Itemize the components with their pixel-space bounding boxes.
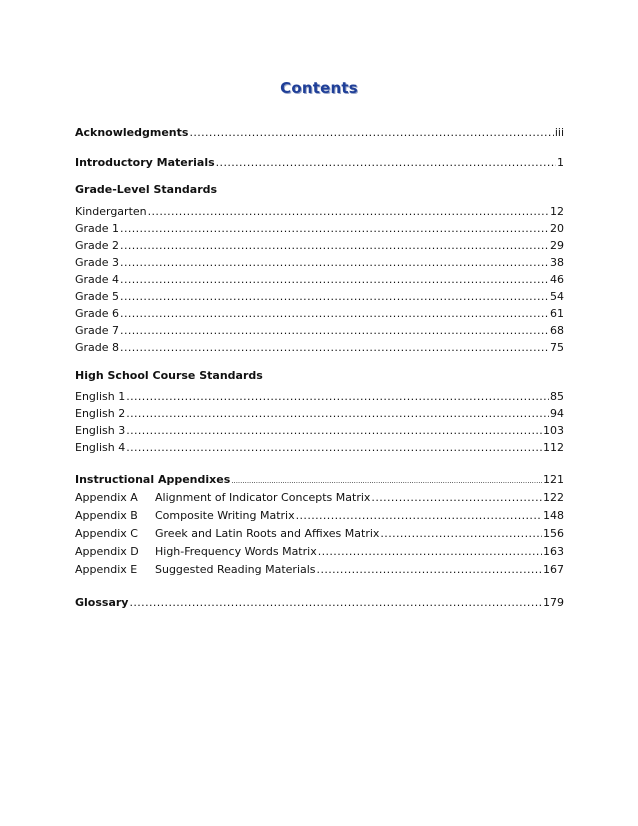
dot-leader <box>120 222 549 236</box>
toc-entry-label: Grade 1 <box>75 222 120 235</box>
toc-entry-page: 122 <box>543 491 564 504</box>
toc-entry-page: 12 <box>550 205 564 218</box>
toc-entry-grade-2[interactable] <box>75 239 564 253</box>
dot-leader <box>120 273 549 287</box>
toc-entry-grade-7[interactable] <box>75 324 564 338</box>
toc-entry-label: Grade 6 <box>75 307 120 320</box>
toc-entry-english-4[interactable] <box>75 441 564 455</box>
dot-leader <box>120 307 549 321</box>
toc-entry-english-2[interactable] <box>75 407 564 421</box>
toc-entry-page: 61 <box>550 307 564 320</box>
toc-entry-label: Grade 4 <box>75 273 120 286</box>
dot-leader <box>120 341 549 355</box>
toc-entry-grade-1[interactable] <box>75 222 564 236</box>
toc-entry-grade-4[interactable] <box>75 273 564 287</box>
toc-entry-page: 121 <box>543 473 564 486</box>
appendix-id: Appendix A <box>75 491 138 504</box>
toc-entry-page: 46 <box>550 273 564 286</box>
toc-entry-page: 20 <box>550 222 564 235</box>
page-title: Contents <box>280 79 358 97</box>
toc-entry-page: 163 <box>543 545 564 558</box>
toc-entry-page: 75 <box>550 341 564 354</box>
dot-leader <box>126 441 542 455</box>
toc-entry-kindergarten[interactable] <box>75 205 564 219</box>
appendix-id: Appendix D <box>75 545 139 558</box>
toc-entry-label: Grade 8 <box>75 341 120 354</box>
dot-leader <box>129 596 542 610</box>
toc-entry-grade-3[interactable] <box>75 256 564 270</box>
toc-entry-instructional-appendixes[interactable] <box>75 473 564 488</box>
toc-entry-page: 38 <box>550 256 564 269</box>
toc-entry-page: 29 <box>550 239 564 252</box>
toc-entry-grade-5[interactable] <box>75 290 564 304</box>
toc-entry-label: Composite Writing Matrix <box>155 509 295 522</box>
toc-entry-appendix-c[interactable] <box>75 527 564 541</box>
toc-entry-english-3[interactable] <box>75 424 564 438</box>
dot-leader <box>120 256 549 270</box>
dot-leader <box>231 474 542 488</box>
toc-entry-appendix-d[interactable] <box>75 545 564 559</box>
toc-entry-acknowledgments[interactable] <box>75 126 564 140</box>
toc-entry-label: Greek and Latin Roots and Affixes Matrix <box>155 527 380 540</box>
section-heading-grade-level <box>75 183 564 197</box>
toc-entry-introductory-materials[interactable] <box>75 156 564 170</box>
toc-entry-grade-8[interactable] <box>75 341 564 355</box>
toc-entry-label: English 1 <box>75 390 126 403</box>
toc-entry-label: Glossary <box>75 596 129 609</box>
toc-entry-page: 54 <box>550 290 564 303</box>
toc-entry-label: English 2 <box>75 407 126 420</box>
section-heading-label: High School Course Standards <box>75 369 263 382</box>
toc-entry-appendix-b[interactable] <box>75 509 564 523</box>
toc-entry-page: 167 <box>543 563 564 576</box>
dot-leader <box>120 324 549 338</box>
toc-entry-label: Acknowledgments <box>75 126 189 139</box>
dot-leader <box>296 509 542 523</box>
toc-entry-label: Grade 2 <box>75 239 120 252</box>
toc-entry-page: 179 <box>543 596 564 609</box>
dot-leader <box>148 205 549 219</box>
toc-entry-page: 148 <box>543 509 564 522</box>
toc-entry-label: Grade 3 <box>75 256 120 269</box>
dot-leader <box>216 156 556 170</box>
dot-leader <box>120 239 549 253</box>
toc-entry-label: English 3 <box>75 424 126 437</box>
appendix-id: Appendix E <box>75 563 138 576</box>
dot-leader <box>371 491 542 505</box>
dot-leader <box>318 545 542 559</box>
toc-entry-label: Suggested Reading Materials <box>155 563 316 576</box>
toc-entry-label: High-Frequency Words Matrix <box>155 545 317 558</box>
toc-entry-page: 68 <box>550 324 564 337</box>
toc-entry-page: 1 <box>557 156 564 169</box>
toc-entry-label: Kindergarten <box>75 205 147 218</box>
toc-entry-appendix-a[interactable] <box>75 491 564 505</box>
toc-entry-page: 85 <box>550 390 564 403</box>
toc-entry-page: 103 <box>543 424 564 437</box>
toc-entry-grade-6[interactable] <box>75 307 564 321</box>
toc-entry-page: iii <box>554 126 564 139</box>
toc-entry-appendix-e[interactable] <box>75 563 564 577</box>
toc-entry-label: Grade 5 <box>75 290 120 303</box>
toc-entry-label: Introductory Materials <box>75 156 215 169</box>
toc-entry-glossary[interactable] <box>75 596 564 610</box>
dot-leader <box>380 527 542 541</box>
dot-leader <box>317 563 542 577</box>
dot-leader <box>126 390 549 404</box>
toc-entry-english-1[interactable] <box>75 390 564 404</box>
toc-entry-label: English 4 <box>75 441 126 454</box>
dot-leader <box>126 407 549 421</box>
section-heading-high-school <box>75 369 564 383</box>
dot-leader <box>126 424 542 438</box>
appendix-id: Appendix C <box>75 527 138 540</box>
dot-leader <box>189 126 553 140</box>
toc-entry-label: Alignment of Indicator Concepts Matrix <box>155 491 371 504</box>
toc-entry-label: Instructional Appendixes <box>75 473 231 486</box>
dot-leader <box>120 290 549 304</box>
toc-entry-page: 156 <box>543 527 564 540</box>
toc-entry-page: 112 <box>543 441 564 454</box>
toc-entry-page: 94 <box>550 407 564 420</box>
toc-entry-label: Grade 7 <box>75 324 120 337</box>
section-heading-label: Grade-Level Standards <box>75 183 218 196</box>
appendix-id: Appendix B <box>75 509 138 522</box>
